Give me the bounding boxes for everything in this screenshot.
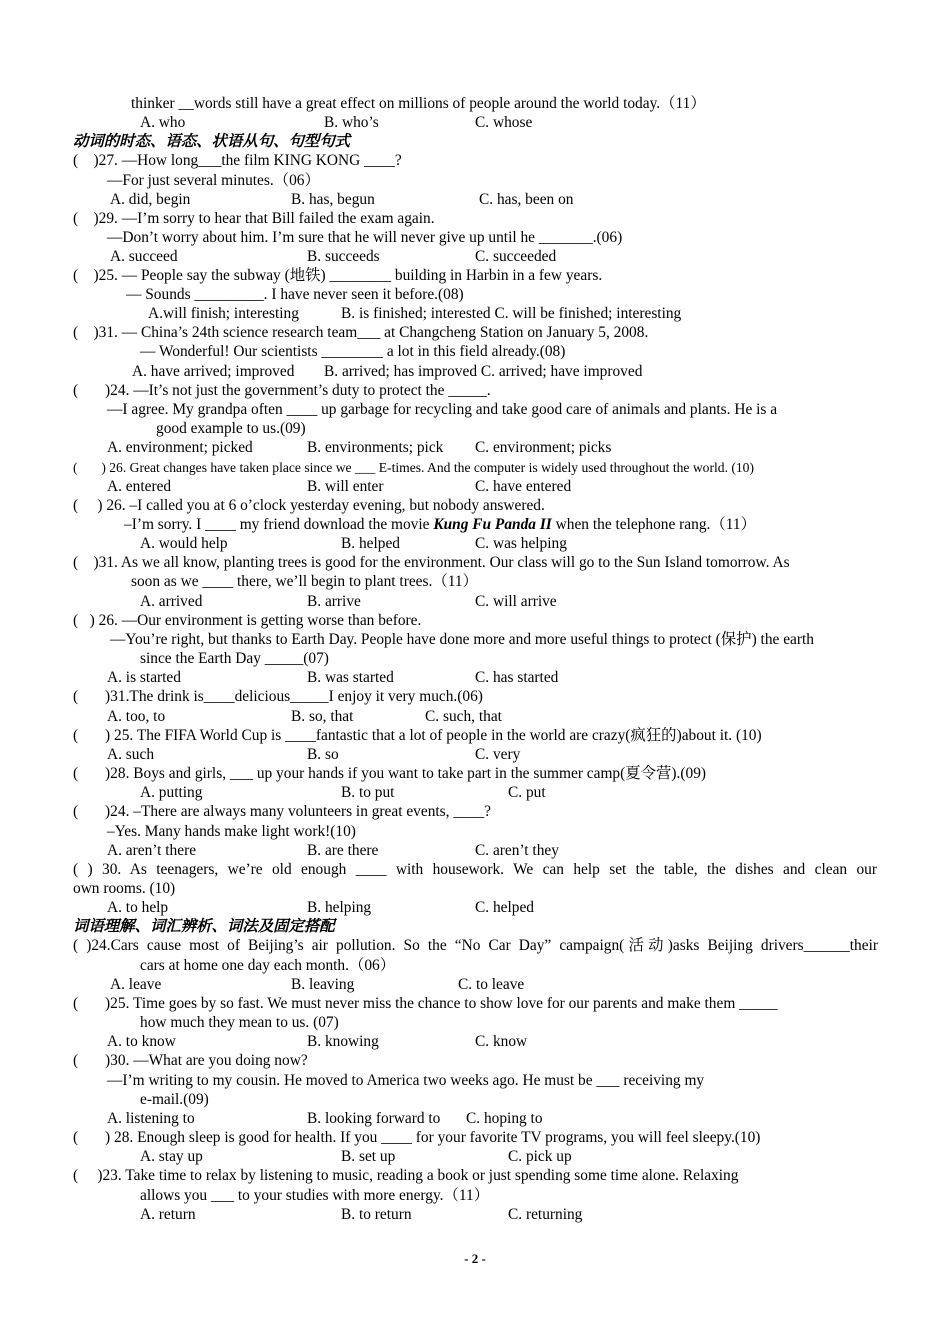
question-text: ( ) 26. –I called you at 6 o’clock yesterday evening, but nobody answered. — [73, 497, 545, 514]
option-a: A. who — [140, 114, 186, 131]
question-text: ( )30. —What are you doing now? — [73, 1052, 308, 1069]
option-c: C. environment; picks — [475, 439, 612, 456]
option-c: C. hoping to — [466, 1110, 543, 1127]
question-text: ( ) 26. Great changes have taken place since we ___ E-times. And the computer is widely used throughout the world. (10) — [73, 460, 755, 475]
option-a: A. aren’t there — [107, 842, 197, 859]
option-b: B. environments; pick — [307, 439, 444, 456]
question-text: ( ) 28. Enough sleep is good for health. If you ____ for your favorite TV programs, you will feel sleepy.(10) — [73, 1129, 761, 1146]
question-text: —For just several minutes.（06） — [107, 172, 320, 189]
option-a: A.will finish; interesting — [148, 305, 299, 322]
option-b: B. set up — [341, 1148, 396, 1165]
option-a: A. succeed — [110, 248, 178, 265]
option-b: B. so — [307, 746, 339, 763]
option-c: C. has started — [475, 669, 559, 686]
option-a: A. return — [140, 1206, 196, 1223]
option-b: B. who’s — [324, 114, 379, 131]
option-b: B. knowing — [307, 1033, 379, 1050]
question-text: good example to us.(09) — [156, 420, 306, 437]
section-heading: 动词的时态、语态、状语从句、句型句式 — [73, 133, 351, 150]
option-a: A. would help — [140, 535, 228, 552]
question-text: ( )25. Time goes by so fast. We must never miss the chance to show love for our parents and make them _____ — [73, 995, 778, 1012]
option-b: B. will enter — [307, 478, 384, 495]
question-text: —You’re right, but thanks to Earth Day. People have done more and more useful things to protect (保护) the earth — [110, 631, 814, 648]
option-a: A. arrived — [140, 593, 203, 610]
page-number: - 2 - — [464, 1251, 486, 1266]
option-a: A. is started — [107, 669, 181, 686]
option-b: B. has, begun — [291, 191, 375, 208]
option-b: B. succeeds — [307, 248, 380, 265]
question-text: thinker __words still have a great effect on millions of people around the world today.（11） — [131, 95, 706, 112]
question-text: — Wonderful! Our scientists ________ a lot in this field already.(08) — [140, 343, 566, 360]
option-a: A. to help — [107, 899, 169, 916]
option-b: B. so, that — [291, 708, 354, 725]
option-b: B. helping — [307, 899, 372, 916]
question-text: —I’m writing to my cousin. He moved to America two weeks ago. He must be ___ receiving my — [107, 1072, 705, 1089]
question-text: how much they mean to us. (07) — [140, 1014, 339, 1031]
option-a: A. entered — [107, 478, 172, 495]
question-text: ( )28. Boys and girls, ___ up your hands if you want to take part in the summer camp(夏令营).(09) — [73, 765, 707, 782]
option-b: B. leaving — [291, 976, 355, 993]
movie-title: Kung Fu Panda II — [433, 516, 552, 533]
question-text: ( )24. –There are always many volunteers in great events, ____? — [73, 803, 491, 820]
question-text: ( )24.Cars cause most of Beijing’s air pollution. So the “No Car Day” campaign(活动)asks Beijing drivers______their — [73, 937, 878, 954]
question-text: ( )31.The drink is____delicious_____I enjoy it very much.(06) — [73, 688, 483, 705]
question-text-part: –I’m sorry. I ____ my friend download the movie — [124, 516, 434, 533]
option-c: C. to leave — [458, 976, 525, 993]
question-text: allows you ___ to your studies with more energy.（11） — [140, 1187, 490, 1204]
question-text: —Don’t worry about him. I’m sure that he will never give up until he _______.(06) — [107, 229, 623, 246]
question-text: since the Earth Day _____(07) — [140, 650, 329, 667]
option-c: C. put — [508, 784, 546, 801]
option-c: C. pick up — [508, 1148, 572, 1165]
option-bc: B. is finished; interested C. will be finished; interesting — [341, 305, 682, 322]
option-a: A. to know — [107, 1033, 176, 1050]
question-text: ( )23. Take time to relax by listening to music, reading a book or just spending some time alone. Relaxing — [73, 1167, 739, 1184]
option-a: A. environment; picked — [107, 439, 253, 456]
question-text: cars at home one day each month.（06） — [140, 957, 396, 974]
question-text: ( )27. —How long___the film KING KONG ____? — [73, 152, 402, 169]
option-c: C. aren’t they — [475, 842, 559, 859]
option-b: B. was started — [307, 669, 394, 686]
option-bc: B. arrived; has improved C. arrived; have improved — [324, 363, 643, 380]
option-b: B. arrive — [307, 593, 361, 610]
option-c: C. was helping — [475, 535, 567, 552]
question-text: — Sounds _________. I have never seen it before.(08) — [126, 286, 464, 303]
section-heading: 词语理解、词汇辨析、词法及固定搭配 — [73, 918, 335, 935]
option-a: A. stay up — [140, 1148, 203, 1165]
option-c: C. have entered — [475, 478, 572, 495]
question-text: ( )31. As we all know, planting trees is good for the environment. Our class will go to the Sun Island tomorrow. As — [73, 554, 790, 571]
question-text: e-mail.(09) — [140, 1091, 209, 1108]
question-text: ( )31. — China’s 24th science research team___ at Changcheng Station on January 5, 2008. — [73, 324, 649, 341]
option-b: B. to return — [341, 1206, 412, 1223]
question-text: ( )29. —I’m sorry to hear that Bill failed the exam again. — [73, 210, 435, 227]
question-text: soon as we ____ there, we’ll begin to plant trees.（11） — [131, 573, 478, 590]
option-c: C. has, been on — [479, 191, 574, 208]
option-c: C. such, that — [425, 708, 502, 725]
option-b: B. looking forward to — [307, 1110, 441, 1127]
question-text-part: when the telephone rang.（11） — [551, 516, 756, 533]
question-text: ( )25. — People say the subway (地铁) ________ building in Harbin in a few years. — [73, 267, 603, 284]
option-a: A. such — [107, 746, 155, 763]
option-a: A. have arrived; improved — [132, 363, 295, 380]
option-c: C. succeeded — [475, 248, 557, 265]
option-c: C. very — [475, 746, 521, 763]
option-a: A. listening to — [107, 1110, 195, 1127]
question-text: ( ) 30. As teenagers, we’re old enough ____ with housework. We can help set the table, the dishes and clean our — [73, 861, 877, 878]
option-c: C. will arrive — [475, 593, 557, 610]
question-text — [124, 515, 756, 534]
option-a: A. did, begin — [110, 191, 191, 208]
question-text: ( ) 25. The FIFA World Cup is ____fantastic that a lot of people in the world are crazy(疯狂的)about it. (10) — [73, 727, 762, 744]
option-c: C. whose — [475, 114, 533, 131]
option-a: A. leave — [110, 976, 162, 993]
option-b: B. to put — [341, 784, 395, 801]
option-c: C. helped — [475, 899, 534, 916]
question-text: —I agree. My grandpa often ____ up garbage for recycling and take good care of animals and plants. He is a — [107, 401, 778, 418]
option-b: B. helped — [341, 535, 400, 552]
question-text: –Yes. Many hands make light work!(10) — [107, 823, 356, 840]
option-c: C. returning — [508, 1206, 583, 1223]
option-b: B. are there — [307, 842, 379, 859]
question-text: ( ) 26. —Our environment is getting worse than before. — [73, 612, 422, 629]
question-text: own rooms. (10) — [73, 880, 176, 897]
question-text: ( )24. —It’s not just the government’s duty to protect the _____. — [73, 382, 491, 399]
option-a: A. putting — [140, 784, 203, 801]
option-a: A. too, to — [107, 708, 166, 725]
option-c: C. know — [475, 1033, 528, 1050]
